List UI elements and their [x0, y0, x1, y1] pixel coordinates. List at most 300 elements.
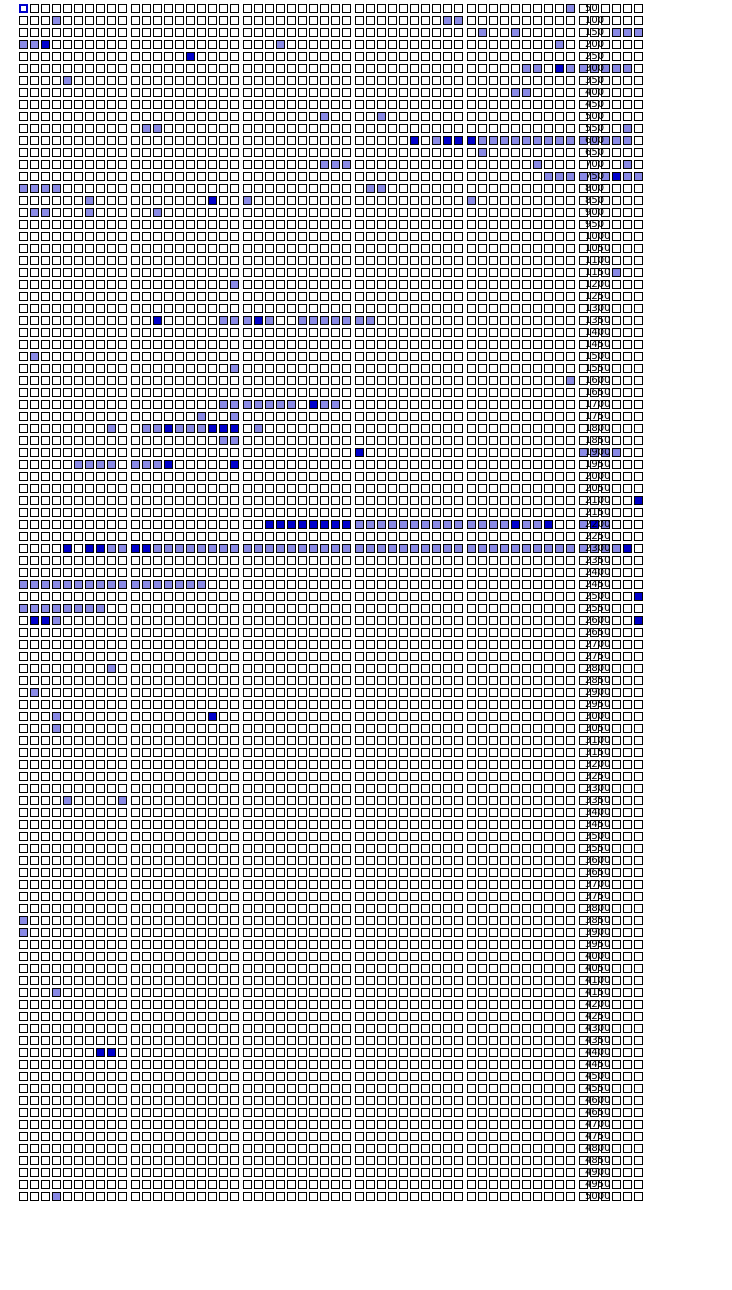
grid-cell[interactable] [623, 964, 632, 973]
grid-cell[interactable] [366, 952, 375, 961]
grid-cell[interactable] [399, 652, 408, 661]
grid-cell[interactable] [153, 136, 162, 145]
grid-cell[interactable] [131, 796, 140, 805]
grid-cell[interactable] [118, 592, 127, 601]
grid-cell[interactable] [399, 544, 408, 553]
grid-cell[interactable] [489, 508, 498, 517]
grid-cell[interactable] [342, 664, 351, 673]
grid-cell[interactable] [30, 148, 39, 157]
grid-cell[interactable] [19, 676, 28, 685]
grid-cell[interactable] [96, 640, 105, 649]
grid-cell[interactable] [197, 484, 206, 493]
grid-cell[interactable] [19, 256, 28, 265]
grid-cell[interactable] [298, 760, 307, 769]
grid-cell[interactable] [478, 28, 487, 37]
grid-cell[interactable] [533, 964, 542, 973]
grid-cell[interactable] [254, 244, 263, 253]
grid-cell[interactable] [230, 40, 239, 49]
grid-cell[interactable] [298, 592, 307, 601]
grid-cell[interactable] [478, 652, 487, 661]
grid-cell[interactable] [467, 760, 476, 769]
grid-cell[interactable] [41, 352, 50, 361]
grid-cell[interactable] [219, 436, 228, 445]
grid-cell[interactable] [118, 292, 127, 301]
grid-cell[interactable] [399, 328, 408, 337]
grid-cell[interactable] [230, 712, 239, 721]
grid-cell[interactable] [331, 868, 340, 877]
grid-cell[interactable] [164, 748, 173, 757]
grid-cell[interactable] [287, 556, 296, 565]
grid-cell[interactable] [219, 100, 228, 109]
grid-cell[interactable] [197, 412, 206, 421]
grid-cell[interactable] [478, 364, 487, 373]
grid-cell[interactable] [19, 100, 28, 109]
grid-cell[interactable] [388, 520, 397, 529]
grid-cell[interactable] [320, 436, 329, 445]
grid-cell[interactable] [107, 556, 116, 565]
grid-cell[interactable] [533, 136, 542, 145]
grid-cell[interactable] [30, 784, 39, 793]
grid-cell[interactable] [276, 292, 285, 301]
grid-cell[interactable] [421, 352, 430, 361]
grid-cell[interactable] [74, 844, 83, 853]
grid-cell[interactable] [96, 232, 105, 241]
grid-cell[interactable] [555, 628, 564, 637]
grid-cell[interactable] [208, 484, 217, 493]
grid-cell[interactable] [107, 112, 116, 121]
grid-cell[interactable] [153, 592, 162, 601]
grid-cell[interactable] [186, 112, 195, 121]
grid-cell[interactable] [298, 4, 307, 13]
grid-cell[interactable] [522, 244, 531, 253]
grid-cell[interactable] [355, 964, 364, 973]
grid-cell[interactable] [511, 196, 520, 205]
grid-cell[interactable] [342, 232, 351, 241]
grid-cell[interactable] [467, 220, 476, 229]
grid-cell[interactable] [555, 1000, 564, 1009]
grid-cell[interactable] [432, 940, 441, 949]
grid-cell[interactable] [522, 16, 531, 25]
grid-cell[interactable] [634, 412, 643, 421]
grid-cell[interactable] [443, 4, 452, 13]
grid-cell[interactable] [454, 412, 463, 421]
grid-cell[interactable] [186, 100, 195, 109]
grid-cell[interactable] [197, 820, 206, 829]
grid-cell[interactable] [309, 868, 318, 877]
grid-cell[interactable] [500, 640, 509, 649]
grid-cell[interactable] [265, 52, 274, 61]
grid-cell[interactable] [533, 484, 542, 493]
grid-cell[interactable] [566, 652, 575, 661]
grid-cell[interactable] [153, 40, 162, 49]
grid-cell[interactable] [276, 724, 285, 733]
grid-cell[interactable] [566, 820, 575, 829]
grid-cell[interactable] [500, 520, 509, 529]
grid-cell[interactable] [118, 664, 127, 673]
grid-cell[interactable] [522, 652, 531, 661]
grid-cell[interactable] [331, 184, 340, 193]
grid-cell[interactable] [320, 580, 329, 589]
grid-cell[interactable] [142, 532, 151, 541]
grid-cell[interactable] [85, 208, 94, 217]
grid-cell[interactable] [230, 496, 239, 505]
grid-cell[interactable] [287, 808, 296, 817]
grid-cell[interactable] [175, 508, 184, 517]
grid-cell[interactable] [197, 604, 206, 613]
grid-cell[interactable] [320, 400, 329, 409]
grid-cell[interactable] [544, 760, 553, 769]
grid-cell[interactable] [366, 412, 375, 421]
grid-cell[interactable] [309, 640, 318, 649]
grid-cell[interactable] [208, 700, 217, 709]
grid-cell[interactable] [63, 1012, 72, 1021]
grid-cell[interactable] [186, 652, 195, 661]
grid-cell[interactable] [30, 544, 39, 553]
grid-cell[interactable] [96, 160, 105, 169]
grid-cell[interactable] [377, 412, 386, 421]
grid-cell[interactable] [175, 40, 184, 49]
grid-cell[interactable] [131, 424, 140, 433]
grid-cell[interactable] [30, 160, 39, 169]
grid-cell[interactable] [533, 604, 542, 613]
grid-cell[interactable] [164, 796, 173, 805]
grid-cell[interactable] [443, 556, 452, 565]
grid-cell[interactable] [500, 52, 509, 61]
grid-cell[interactable] [410, 796, 419, 805]
grid-cell[interactable] [175, 772, 184, 781]
grid-cell[interactable] [623, 628, 632, 637]
grid-cell[interactable] [489, 88, 498, 97]
grid-cell[interactable] [254, 784, 263, 793]
grid-cell[interactable] [164, 160, 173, 169]
grid-cell[interactable] [85, 412, 94, 421]
grid-cell[interactable] [355, 436, 364, 445]
grid-cell[interactable] [85, 688, 94, 697]
grid-cell[interactable] [41, 1000, 50, 1009]
grid-cell[interactable] [377, 520, 386, 529]
grid-cell[interactable] [153, 1000, 162, 1009]
grid-cell[interactable] [153, 844, 162, 853]
grid-cell[interactable] [230, 16, 239, 25]
grid-cell[interactable] [230, 172, 239, 181]
grid-cell[interactable] [298, 124, 307, 133]
grid-cell[interactable] [276, 796, 285, 805]
grid-cell[interactable] [74, 100, 83, 109]
grid-cell[interactable] [63, 556, 72, 565]
grid-cell[interactable] [107, 64, 116, 73]
grid-cell[interactable] [366, 820, 375, 829]
grid-cell[interactable] [443, 388, 452, 397]
grid-cell[interactable] [533, 352, 542, 361]
grid-cell[interactable] [331, 796, 340, 805]
grid-cell[interactable] [19, 760, 28, 769]
grid-cell[interactable] [421, 856, 430, 865]
grid-cell[interactable] [243, 460, 252, 469]
grid-cell[interactable] [142, 736, 151, 745]
grid-cell[interactable] [52, 472, 61, 481]
grid-cell[interactable] [164, 412, 173, 421]
grid-cell[interactable] [164, 988, 173, 997]
grid-cell[interactable] [566, 208, 575, 217]
grid-cell[interactable] [63, 484, 72, 493]
grid-cell[interactable] [500, 688, 509, 697]
grid-cell[interactable] [489, 64, 498, 73]
grid-cell[interactable] [219, 64, 228, 73]
grid-cell[interactable] [555, 100, 564, 109]
grid-cell[interactable] [208, 892, 217, 901]
grid-cell[interactable] [454, 124, 463, 133]
grid-cell[interactable] [265, 724, 274, 733]
grid-cell[interactable] [265, 604, 274, 613]
grid-cell[interactable] [410, 916, 419, 925]
grid-cell[interactable] [230, 880, 239, 889]
grid-cell[interactable] [85, 748, 94, 757]
grid-cell[interactable] [131, 784, 140, 793]
grid-cell[interactable] [287, 52, 296, 61]
grid-cell[interactable] [309, 484, 318, 493]
grid-cell[interactable] [197, 232, 206, 241]
grid-cell[interactable] [320, 820, 329, 829]
grid-cell[interactable] [19, 652, 28, 661]
grid-cell[interactable] [511, 364, 520, 373]
grid-cell[interactable] [634, 832, 643, 841]
grid-cell[interactable] [533, 292, 542, 301]
grid-cell[interactable] [432, 40, 441, 49]
grid-cell[interactable] [107, 100, 116, 109]
grid-cell[interactable] [342, 844, 351, 853]
grid-cell[interactable] [366, 388, 375, 397]
grid-cell[interactable] [500, 712, 509, 721]
grid-cell[interactable] [320, 988, 329, 997]
grid-cell[interactable] [634, 232, 643, 241]
grid-cell[interactable] [355, 52, 364, 61]
grid-cell[interactable] [30, 880, 39, 889]
grid-cell[interactable] [500, 1024, 509, 1033]
grid-cell[interactable] [366, 760, 375, 769]
grid-cell[interactable] [254, 124, 263, 133]
grid-cell[interactable] [500, 964, 509, 973]
grid-cell[interactable] [41, 340, 50, 349]
grid-cell[interactable] [612, 796, 621, 805]
grid-cell[interactable] [522, 268, 531, 277]
grid-cell[interactable] [243, 388, 252, 397]
grid-cell[interactable] [85, 28, 94, 37]
grid-cell[interactable] [219, 256, 228, 265]
grid-cell[interactable] [331, 568, 340, 577]
grid-cell[interactable] [443, 424, 452, 433]
grid-cell[interactable] [287, 1024, 296, 1033]
grid-cell[interactable] [219, 796, 228, 805]
grid-cell[interactable] [74, 40, 83, 49]
grid-cell[interactable] [265, 100, 274, 109]
grid-cell[interactable] [287, 184, 296, 193]
grid-cell[interactable] [566, 724, 575, 733]
grid-cell[interactable] [388, 232, 397, 241]
grid-cell[interactable] [52, 208, 61, 217]
grid-cell[interactable] [432, 364, 441, 373]
grid-cell[interactable] [265, 1024, 274, 1033]
grid-cell[interactable] [320, 100, 329, 109]
grid-cell[interactable] [555, 472, 564, 481]
grid-cell[interactable] [309, 736, 318, 745]
grid-cell[interactable] [443, 712, 452, 721]
grid-cell[interactable] [489, 964, 498, 973]
grid-cell[interactable] [478, 100, 487, 109]
grid-cell[interactable] [63, 412, 72, 421]
grid-cell[interactable] [511, 940, 520, 949]
grid-cell[interactable] [623, 244, 632, 253]
grid-cell[interactable] [467, 424, 476, 433]
grid-cell[interactable] [107, 424, 116, 433]
grid-cell[interactable] [298, 664, 307, 673]
grid-cell[interactable] [287, 484, 296, 493]
grid-cell[interactable] [489, 712, 498, 721]
grid-cell[interactable] [366, 88, 375, 97]
grid-cell[interactable] [74, 244, 83, 253]
grid-cell[interactable] [331, 544, 340, 553]
grid-cell[interactable] [467, 1000, 476, 1009]
grid-cell[interactable] [623, 364, 632, 373]
grid-cell[interactable] [118, 148, 127, 157]
grid-cell[interactable] [254, 436, 263, 445]
grid-cell[interactable] [153, 460, 162, 469]
grid-cell[interactable] [74, 76, 83, 85]
grid-cell[interactable] [298, 676, 307, 685]
grid-cell[interactable] [52, 940, 61, 949]
grid-cell[interactable] [19, 556, 28, 565]
grid-cell[interactable] [153, 28, 162, 37]
grid-cell[interactable] [175, 376, 184, 385]
grid-cell[interactable] [265, 520, 274, 529]
grid-cell[interactable] [511, 232, 520, 241]
grid-cell[interactable] [421, 1000, 430, 1009]
grid-cell[interactable] [342, 1012, 351, 1021]
grid-cell[interactable] [74, 208, 83, 217]
grid-cell[interactable] [265, 796, 274, 805]
grid-cell[interactable] [399, 532, 408, 541]
grid-cell[interactable] [208, 772, 217, 781]
grid-cell[interactable] [342, 892, 351, 901]
grid-cell[interactable] [467, 388, 476, 397]
grid-cell[interactable] [533, 880, 542, 889]
grid-cell[interactable] [287, 460, 296, 469]
grid-cell[interactable] [74, 352, 83, 361]
grid-cell[interactable] [287, 40, 296, 49]
grid-cell[interactable] [443, 244, 452, 253]
grid-cell[interactable] [265, 748, 274, 757]
grid-cell[interactable] [377, 652, 386, 661]
grid-cell[interactable] [566, 220, 575, 229]
grid-cell[interactable] [366, 4, 375, 13]
grid-cell[interactable] [399, 496, 408, 505]
grid-cell[interactable] [186, 160, 195, 169]
grid-cell[interactable] [208, 52, 217, 61]
grid-cell[interactable] [489, 892, 498, 901]
grid-cell[interactable] [331, 148, 340, 157]
grid-cell[interactable] [74, 472, 83, 481]
grid-cell[interactable] [320, 124, 329, 133]
grid-cell[interactable] [96, 412, 105, 421]
grid-cell[interactable] [265, 616, 274, 625]
grid-cell[interactable] [410, 148, 419, 157]
grid-cell[interactable] [634, 868, 643, 877]
grid-cell[interactable] [63, 976, 72, 985]
grid-cell[interactable] [63, 328, 72, 337]
grid-cell[interactable] [298, 484, 307, 493]
grid-cell[interactable] [443, 400, 452, 409]
grid-cell[interactable] [142, 52, 151, 61]
grid-cell[interactable] [500, 532, 509, 541]
grid-cell[interactable] [254, 376, 263, 385]
grid-cell[interactable] [454, 928, 463, 937]
grid-cell[interactable] [131, 580, 140, 589]
grid-cell[interactable] [96, 1036, 105, 1045]
grid-cell[interactable] [410, 880, 419, 889]
grid-cell[interactable] [399, 400, 408, 409]
grid-cell[interactable] [96, 256, 105, 265]
grid-cell[interactable] [309, 268, 318, 277]
grid-cell[interactable] [454, 40, 463, 49]
grid-cell[interactable] [74, 556, 83, 565]
grid-cell[interactable] [186, 124, 195, 133]
grid-cell[interactable] [276, 280, 285, 289]
grid-cell[interactable] [197, 124, 206, 133]
grid-cell[interactable] [186, 376, 195, 385]
grid-cell[interactable] [118, 784, 127, 793]
grid-cell[interactable] [265, 256, 274, 265]
grid-cell[interactable] [432, 328, 441, 337]
grid-cell[interactable] [566, 760, 575, 769]
grid-cell[interactable] [478, 196, 487, 205]
grid-cell[interactable] [276, 664, 285, 673]
grid-cell[interactable] [52, 172, 61, 181]
grid-cell[interactable] [623, 388, 632, 397]
grid-cell[interactable] [421, 304, 430, 313]
grid-cell[interactable] [366, 304, 375, 313]
grid-cell[interactable] [107, 28, 116, 37]
grid-cell[interactable] [107, 964, 116, 973]
grid-cell[interactable] [287, 760, 296, 769]
grid-cell[interactable] [96, 760, 105, 769]
grid-cell[interactable] [230, 520, 239, 529]
grid-cell[interactable] [355, 484, 364, 493]
grid-cell[interactable] [254, 844, 263, 853]
grid-cell[interactable] [533, 640, 542, 649]
grid-cell[interactable] [30, 352, 39, 361]
grid-cell[interactable] [118, 364, 127, 373]
grid-cell[interactable] [265, 700, 274, 709]
grid-cell[interactable] [208, 808, 217, 817]
grid-cell[interactable] [287, 316, 296, 325]
grid-cell[interactable] [566, 880, 575, 889]
grid-cell[interactable] [63, 736, 72, 745]
grid-cell[interactable] [63, 388, 72, 397]
grid-cell[interactable] [377, 676, 386, 685]
grid-cell[interactable] [522, 664, 531, 673]
grid-cell[interactable] [219, 124, 228, 133]
grid-cell[interactable] [85, 196, 94, 205]
grid-cell[interactable] [500, 88, 509, 97]
grid-cell[interactable] [388, 820, 397, 829]
grid-cell[interactable] [522, 772, 531, 781]
grid-cell[interactable] [399, 952, 408, 961]
grid-cell[interactable] [489, 424, 498, 433]
grid-cell[interactable] [489, 604, 498, 613]
grid-cell[interactable] [533, 100, 542, 109]
grid-cell[interactable] [500, 592, 509, 601]
grid-cell[interactable] [377, 196, 386, 205]
grid-cell[interactable] [410, 820, 419, 829]
